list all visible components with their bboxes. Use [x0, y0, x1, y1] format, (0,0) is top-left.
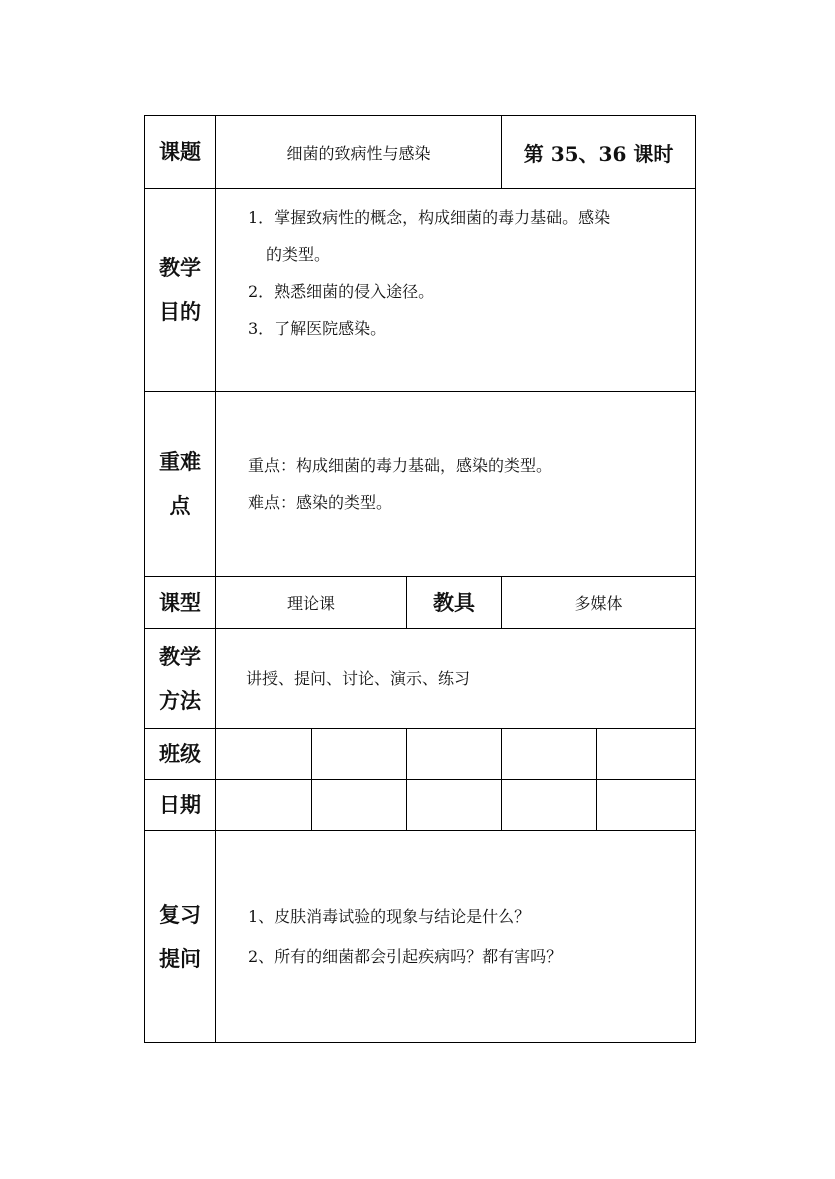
- key-points-row: [145, 392, 696, 577]
- method-value: 讲授、提问、讨论、演示、练习: [216, 629, 696, 729]
- date-cell: [216, 780, 312, 831]
- method-label-line2: 方法: [159, 688, 201, 713]
- review-label-line1: 复习: [159, 902, 201, 927]
- lesson-number: 第 35、36 课时: [502, 116, 696, 189]
- lesson-plan-table: [144, 115, 696, 1043]
- date-row: [145, 780, 696, 831]
- objectives-label-line1: 教学: [159, 256, 201, 280]
- objective-item: 3．了解医院感染。: [248, 319, 387, 338]
- objective-item: 的类型。: [266, 245, 331, 264]
- class-cell: [597, 729, 696, 780]
- review-content: [216, 831, 696, 1043]
- class-cell: [502, 729, 597, 780]
- class-label: 班级: [145, 729, 216, 780]
- key-points-label-line1: 重难: [159, 450, 201, 474]
- tools-value: 多媒体: [502, 577, 696, 629]
- key-point-focus: 重点：构成细菌的毒力基础，感染的类型。: [248, 456, 553, 475]
- class-cell: [407, 729, 502, 780]
- review-label: [145, 831, 216, 1043]
- key-point-difficulty: 难点：感染的类型。: [248, 493, 393, 512]
- method-label: [145, 629, 216, 729]
- class-cell: [312, 729, 407, 780]
- class-cell: [216, 729, 312, 780]
- class-row: [145, 729, 696, 780]
- review-question: 1、皮肤消毒试验的现象与结论是什么？: [248, 906, 531, 926]
- method-row: [145, 629, 696, 729]
- objectives-label-line2: 目的: [159, 300, 201, 324]
- review-question: 2、所有的细菌都会引起疾病吗？都有害吗？: [248, 946, 563, 966]
- date-cell: [312, 780, 407, 831]
- review-row: [145, 831, 696, 1043]
- topic-row: [145, 116, 696, 189]
- topic-label: 课题: [145, 116, 216, 189]
- date-cell: [502, 780, 597, 831]
- key-points-content: [216, 392, 696, 577]
- objective-item: 2．熟悉细菌的侵入途径。: [248, 282, 435, 301]
- method-label-line1: 教学: [159, 644, 201, 669]
- date-label: 日期: [145, 780, 216, 831]
- objective-item: 1．掌握致病性的概念，构成细菌的毒力基础。感染: [248, 208, 611, 227]
- review-label-line2: 提问: [159, 946, 201, 971]
- objectives-label: [145, 189, 216, 392]
- key-points-label: [145, 392, 216, 577]
- objectives-content: [216, 189, 696, 392]
- topic-value: 细菌的致病性与感染: [216, 116, 502, 189]
- tools-label: 教具: [407, 577, 502, 629]
- date-cell: [407, 780, 502, 831]
- lesson-type-value: 理论课: [216, 577, 407, 629]
- lesson-type-label: 课型: [145, 577, 216, 629]
- key-points-label-line2: 点: [169, 494, 191, 518]
- objectives-row: [145, 189, 696, 392]
- date-cell: [597, 780, 696, 831]
- lesson-type-row: [145, 577, 696, 629]
